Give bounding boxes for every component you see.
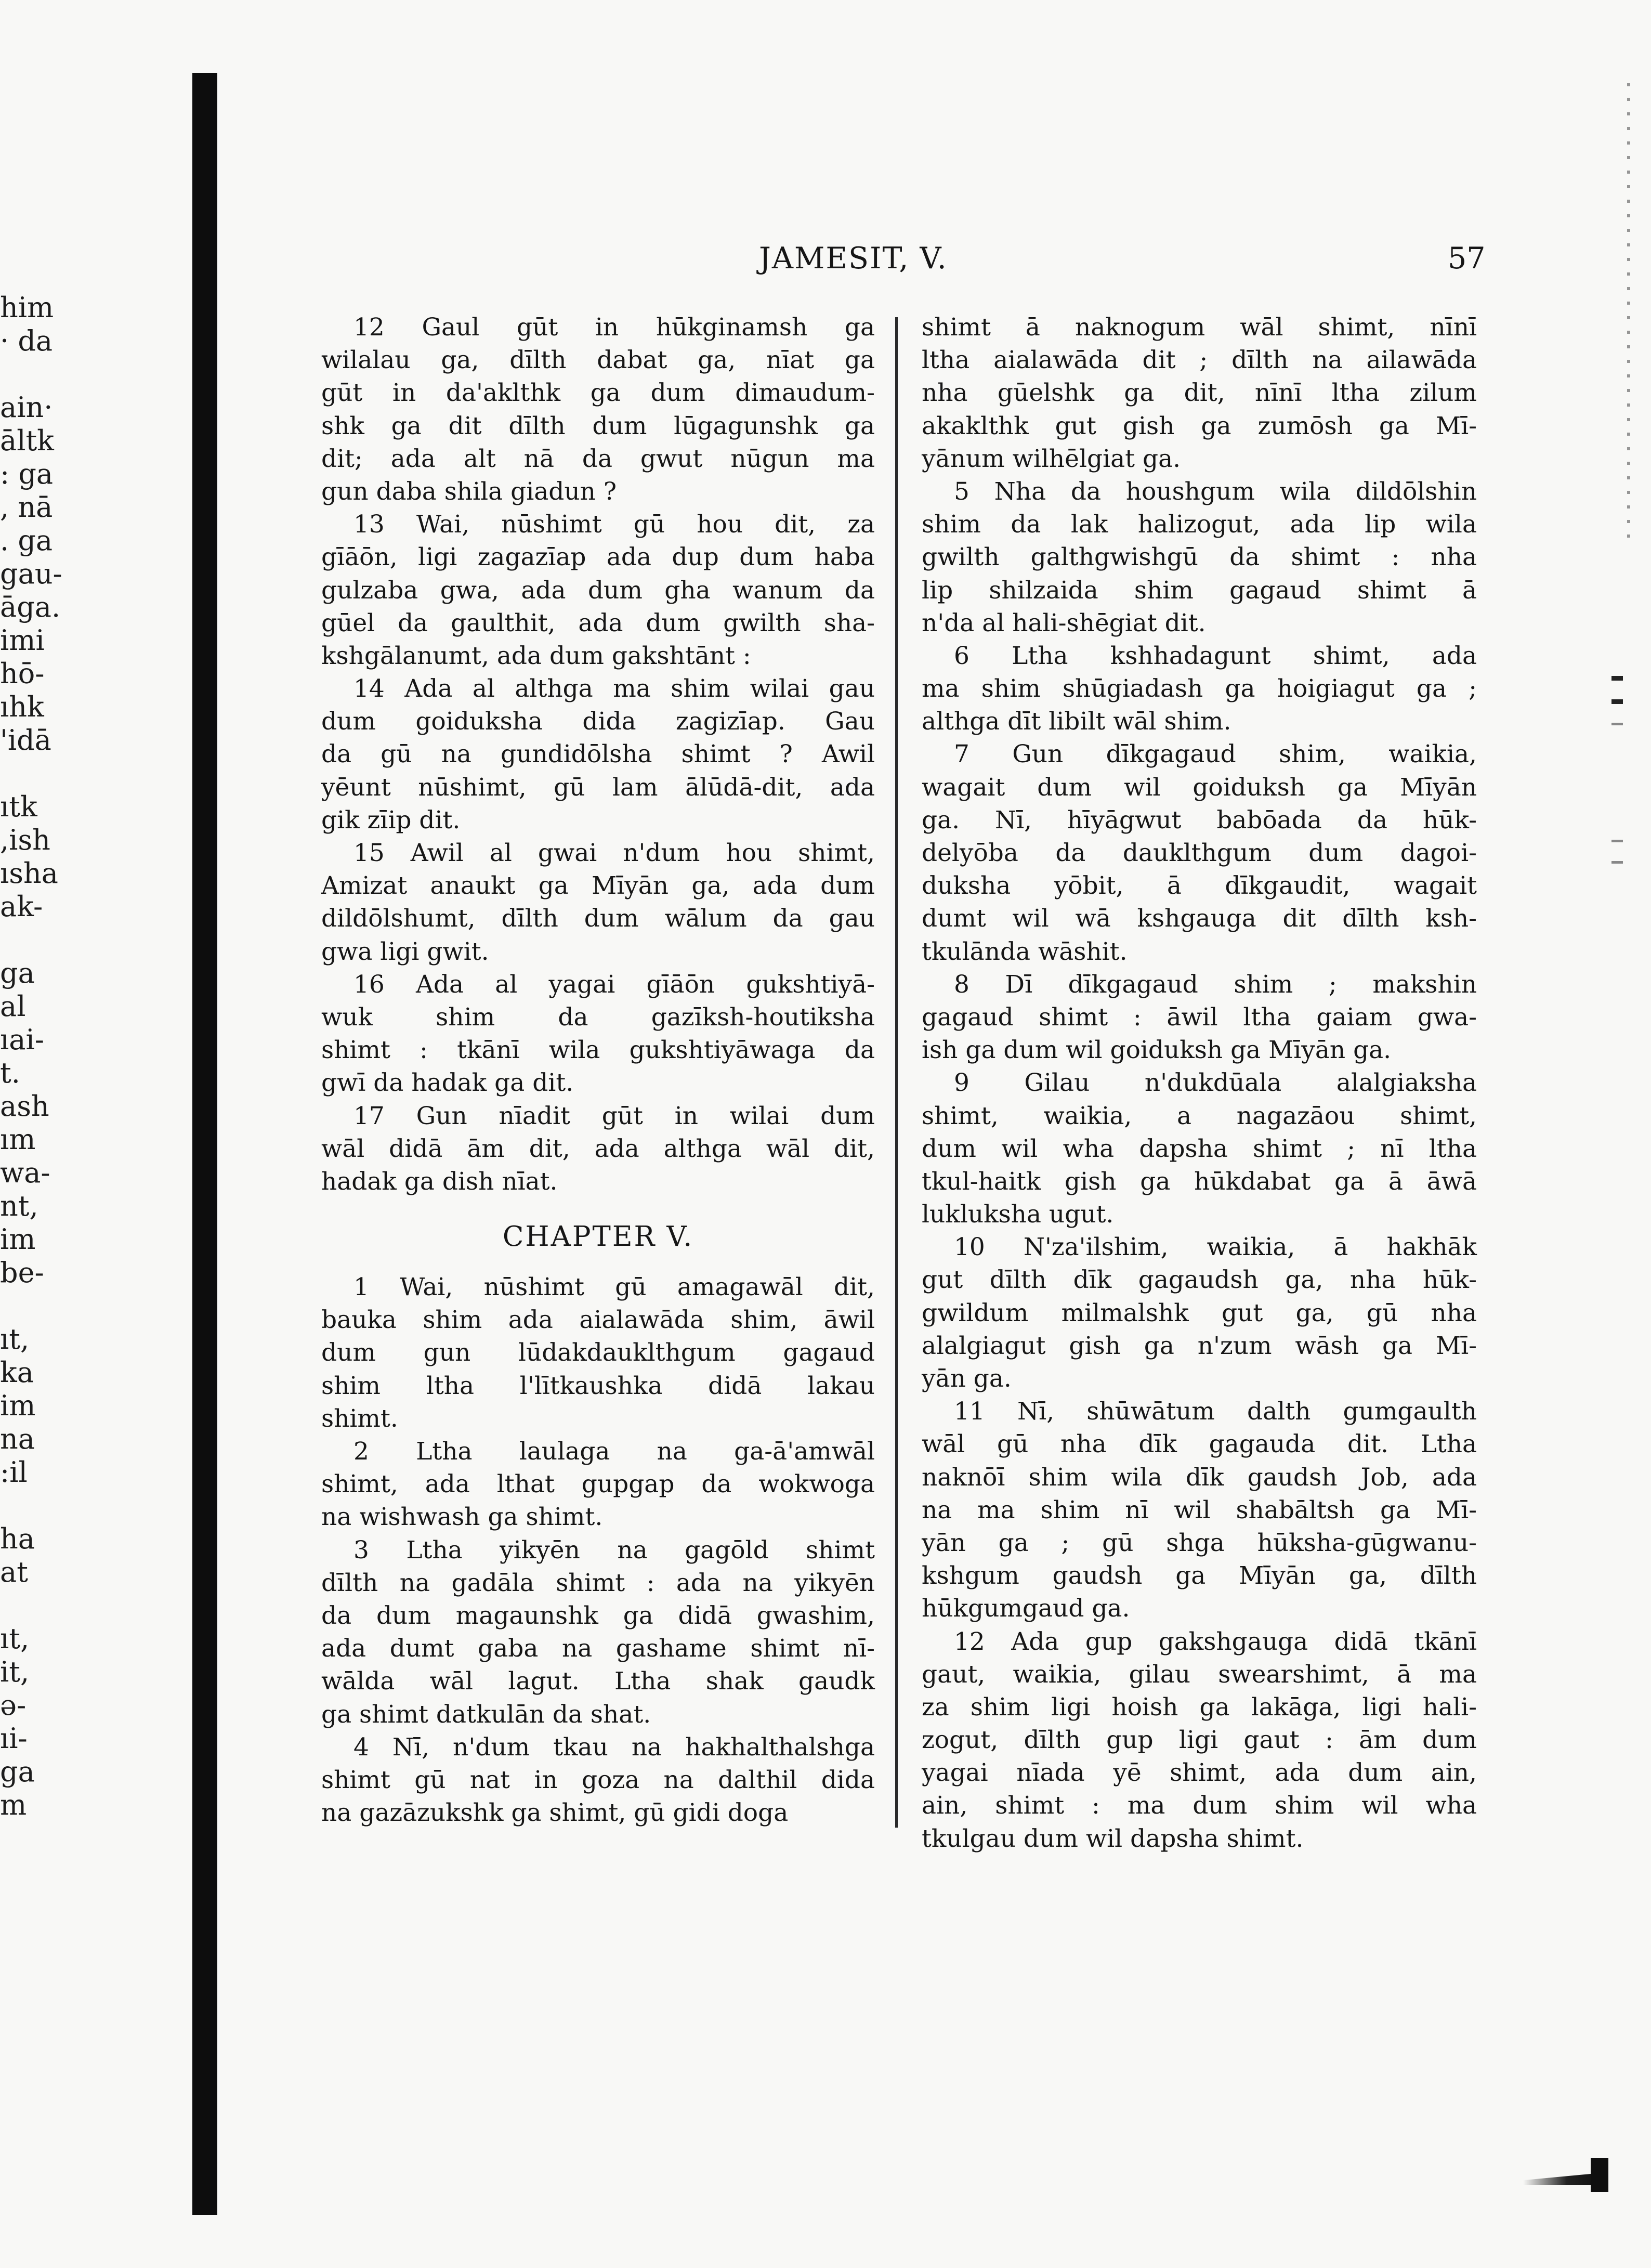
text-line: gwī da hadak ga dit. bbox=[321, 1068, 574, 1098]
text-line: 9 Gilau n'dukdūala alalgiaksha bbox=[954, 1068, 1477, 1098]
text-line: shim ltha l'lītkaushka didā lakau bbox=[321, 1371, 875, 1400]
gutter-fragment bbox=[0, 1589, 125, 1622]
text-line: 3 Ltha yikyēn na gagōld shimt bbox=[353, 1535, 875, 1565]
text-line: ada dumt gaba na gashame shimt nī- bbox=[321, 1634, 875, 1663]
text-line: nha gūelshk ga dit, nīnī ltha zilum bbox=[922, 379, 1477, 408]
gutter-fragment: ım bbox=[0, 1123, 36, 1156]
gutter-fragment bbox=[0, 923, 125, 957]
gutter-fragment: ıhk bbox=[0, 690, 44, 723]
running-title: JAMESIT, V. bbox=[759, 241, 948, 276]
gutter-fragment: na bbox=[0, 1423, 35, 1455]
text-line: shimt. bbox=[321, 1404, 398, 1433]
text-line: shk ga dit dīlth dum lūgagunshk ga bbox=[321, 411, 875, 440]
text-line: gik zīip dit. bbox=[321, 805, 461, 835]
text-line: na gazāzukshk ga shimt, gū gidi doga bbox=[321, 1798, 789, 1828]
right-text-column bbox=[922, 311, 1477, 1855]
gutter-fragment: be- bbox=[0, 1256, 44, 1289]
text-line: wāl gū nha dīk gagauda dit. Ltha bbox=[922, 1430, 1477, 1459]
text-line: kshgum gaudsh ga Mīyān ga, dīlth bbox=[922, 1561, 1477, 1591]
text-line: yānum wilhēlgiat ga. bbox=[922, 444, 1181, 473]
text-line: 15 Awil al gwai n'dum hou shimt, bbox=[353, 839, 875, 867]
text-line: wagait dum wil goiduksh ga Mīyān bbox=[922, 773, 1477, 802]
text-line: dum gun lūdakdauklthgum gagaud bbox=[321, 1338, 875, 1367]
text-line: ish ga dum wil goiduksh ga Mīyān ga. bbox=[922, 1036, 1392, 1065]
text-line: yān ga. bbox=[922, 1364, 1012, 1393]
text-line: 16 Ada al yagai gīāōn gukshtiyā- bbox=[353, 970, 875, 999]
margin-tick bbox=[1611, 861, 1623, 864]
text-line: yēunt nūshimt, gū lam ālūdā-dit, ada bbox=[321, 773, 875, 802]
gutter-fragment: ə- bbox=[0, 1689, 27, 1722]
text-line: gut dīlth dīk gagaudsh ga, nha hūk- bbox=[922, 1266, 1477, 1295]
text-line: gūel da gaulthit, ada dum gwilth sha- bbox=[321, 608, 875, 637]
text-line: gun daba shila giadun ? bbox=[321, 477, 617, 506]
gutter-fragment: ga bbox=[0, 957, 35, 989]
text-line: delyōba da dauklthgum dum dagoi- bbox=[922, 839, 1477, 867]
text-line: dīlth na gadāla shimt : ada na yikyēn bbox=[321, 1568, 875, 1597]
text-line: bauka shim ada aialawāda shim, āwil bbox=[321, 1306, 875, 1335]
text-line: althga dīt libilt wāl shim. bbox=[922, 707, 1231, 736]
text-line: gūt in da'aklthk ga dum dimaudum- bbox=[321, 379, 875, 408]
gutter-fragment: ash bbox=[0, 1090, 49, 1123]
text-line: wāl didā ām dit, ada althga wāl dit, bbox=[321, 1134, 875, 1163]
gutter-fragment: ıi- bbox=[0, 1722, 28, 1755]
gutter-fragment: āga. bbox=[0, 591, 61, 623]
gutter-fragment: it, bbox=[0, 1656, 30, 1688]
text-line: gulzaba gwa, ada dum gha wanum da bbox=[321, 576, 875, 605]
gutter-fragment: : ga bbox=[0, 458, 54, 490]
text-line: gaut, waikia, gilau swearshimt, ā ma bbox=[922, 1660, 1477, 1689]
margin-tick bbox=[1611, 699, 1623, 704]
gutter-fragment: ak- bbox=[0, 890, 43, 923]
gutter-fragment: . ga bbox=[0, 524, 53, 557]
text-line: n'da al hali-shēgiat dit. bbox=[922, 608, 1206, 637]
text-line: 11 Nī, shūwātum dalth gumgaulth bbox=[954, 1397, 1477, 1426]
gutter-fragment: m bbox=[0, 1789, 27, 1821]
gutter-fragment: ıtk bbox=[0, 790, 37, 823]
text-line: tkulgau dum wil dapsha shimt. bbox=[922, 1824, 1304, 1853]
text-line: 12 Ada gup gakshgauga didā tkānī bbox=[954, 1627, 1477, 1656]
page-number: 57 bbox=[1448, 241, 1486, 276]
text-line: da dum magaunshk ga didā gwashim, bbox=[321, 1601, 875, 1630]
text-line: shimt, waikia, a nagazāou shimt, bbox=[922, 1101, 1477, 1130]
gutter-fragment: nt, bbox=[0, 1190, 38, 1222]
gutter-fragment bbox=[0, 358, 125, 391]
gutter-fragment: him bbox=[0, 291, 54, 324]
text-line: dum goiduksha dida zagizīap. Gau bbox=[321, 707, 875, 736]
gutter-fragment: imi bbox=[0, 624, 45, 657]
text-line: gwildum milmalshk gut ga, gū nha bbox=[922, 1298, 1477, 1327]
gutter-fragment: āltk bbox=[0, 424, 54, 457]
chapter-heading: CHAPTER V. bbox=[502, 1221, 694, 1253]
text-line: ma shim shūgiadash ga hoigiagut ga ; bbox=[922, 674, 1477, 703]
text-line: 17 Gun nīadit gūt in wilai dum bbox=[353, 1101, 875, 1130]
gutter-fragment: t. bbox=[0, 1057, 20, 1089]
text-line: shimt ā naknogum wāl shimt, nīnī bbox=[922, 313, 1477, 342]
gutter-fragment: ,ish bbox=[0, 824, 50, 856]
text-line: da gū na gundidōlsha shimt ? Awil bbox=[321, 740, 875, 769]
gutter-fragment: :il bbox=[0, 1456, 28, 1489]
left-text-column bbox=[321, 311, 875, 1829]
text-line: duksha yōbit, ā dīkgaudit, wagait bbox=[922, 871, 1477, 901]
text-line: kshgālanumt, ada dum gakshtānt : bbox=[321, 641, 751, 670]
text-line: wuk shim da gazīksh-houtiksha bbox=[321, 1002, 875, 1032]
text-line: Amizat anaukt ga Mīyān ga, ada dum bbox=[321, 871, 875, 901]
text-line: ain, shimt : ma dum shim wil wha bbox=[922, 1791, 1477, 1820]
text-line: naknōī shim wila dīk gaudsh Job, ada bbox=[922, 1463, 1477, 1492]
gutter-fragment bbox=[0, 1489, 125, 1522]
text-line: za shim ligi hoish ga lakāga, ligi hali- bbox=[922, 1692, 1477, 1722]
text-line: ltha aialawāda dit ; dīlth na ailawāda bbox=[922, 346, 1477, 375]
text-line: lip shilzaida shim gagaud shimt ā bbox=[922, 576, 1477, 605]
text-line: 8 Dī dīkgagaud shim ; makshin bbox=[954, 970, 1477, 999]
gutter-fragment: gau- bbox=[0, 557, 62, 590]
text-line: 6 Ltha kshhadagunt shimt, ada bbox=[954, 641, 1477, 670]
text-line: gwa ligi gwit. bbox=[321, 937, 489, 966]
verses-before-chapter bbox=[321, 311, 875, 1198]
gutter-fragment: ısha bbox=[0, 857, 58, 890]
gutter-fragment: al bbox=[0, 990, 26, 1023]
text-line: 5 Nha da houshgum wila dildōlshin bbox=[954, 477, 1477, 506]
text-line: shimt gū nat in goza na dalthil dida bbox=[321, 1765, 875, 1794]
text-line: akaklthk gut gish ga zumōsh ga Mī- bbox=[922, 411, 1477, 440]
gutter-fragment: im bbox=[0, 1223, 36, 1256]
gutter-fragment bbox=[0, 1289, 125, 1323]
page-edge-marks bbox=[1627, 83, 1630, 541]
text-line: dum wil wha dapsha shimt ; nī ltha bbox=[922, 1134, 1477, 1163]
gutter-fragment bbox=[0, 757, 125, 790]
text-line: wālda wāl lagut. Ltha shak gaudk bbox=[321, 1667, 875, 1696]
text-line: shimt : tkānī wila gukshtiyāwaga da bbox=[321, 1036, 875, 1065]
text-line: shim da lak halizogut, ada lip wila bbox=[922, 510, 1477, 539]
text-line: na wishwash ga shimt. bbox=[321, 1503, 603, 1532]
gutter-fragment: at bbox=[0, 1556, 28, 1588]
text-line: zogut, dīlth gup ligi gaut : ām dum bbox=[922, 1726, 1477, 1755]
text-line: ga. Nī, hīyāgwut babōada da hūk- bbox=[922, 805, 1477, 835]
text-line: tkulānda wāshit. bbox=[922, 937, 1128, 966]
verses-after-chapter bbox=[321, 1271, 875, 1829]
text-line: ga shimt datkulān da shat. bbox=[321, 1700, 651, 1729]
text-line: yagai nīada yē shimt, ada dum ain, bbox=[922, 1758, 1477, 1788]
gutter-fragment: wa- bbox=[0, 1156, 50, 1189]
text-line: gagaud shimt : āwil ltha gaiam gwa- bbox=[922, 1002, 1477, 1032]
text-line: yān ga ; gū shga hūksha-gūgwanu- bbox=[922, 1528, 1477, 1557]
facing-page-fragments bbox=[0, 291, 125, 1955]
text-line: 14 Ada al althga ma shim wilai gau bbox=[353, 674, 875, 703]
text-line: 13 Wai, nūshimt gū hou dit, za bbox=[353, 510, 875, 539]
corner-ink-mark bbox=[1523, 2173, 1596, 2185]
gutter-fragment: ka bbox=[0, 1356, 34, 1389]
text-line: gīāōn, ligi zagazīap ada dup dum haba bbox=[321, 543, 875, 572]
gutter-fragment: · da bbox=[0, 324, 53, 357]
column-divider bbox=[895, 317, 898, 1828]
gutter-fragment: ıt, bbox=[0, 1622, 30, 1655]
gutter-fragment: , nā bbox=[0, 491, 53, 524]
gutter-fragment: hō- bbox=[0, 657, 45, 690]
text-line: 7 Gun dīkgagaud shim, waikia, bbox=[954, 740, 1477, 769]
gutter-fragment: ain· bbox=[0, 391, 53, 424]
book-spine-shadow bbox=[192, 73, 217, 2215]
text-line: dildōlshumt, dīlth dum wālum da gau bbox=[321, 904, 875, 933]
text-line: lukluksha ugut. bbox=[922, 1200, 1114, 1229]
text-line: 2 Ltha laulaga na ga-ā'amwāl bbox=[353, 1437, 875, 1466]
gutter-fragment: ha bbox=[0, 1522, 35, 1555]
text-line: wilalau ga, dīlth dabat ga, nīat ga bbox=[321, 346, 875, 375]
text-line: dumt wil wā kshgauga dit dīlth ksh- bbox=[922, 904, 1477, 933]
gutter-fragment: ıai- bbox=[0, 1023, 44, 1056]
gutter-fragment: 'idā bbox=[0, 724, 51, 757]
text-line: alalgiagut gish ga n'zum wāsh ga Mī- bbox=[922, 1331, 1477, 1360]
text-line: 12 Gaul gūt in hūkginamsh ga bbox=[353, 313, 875, 342]
text-line: 10 N'za'ilshim, waikia, ā hakhāk bbox=[954, 1233, 1477, 1262]
gutter-fragment: im bbox=[0, 1389, 36, 1422]
corner-ink-mark bbox=[1591, 2158, 1608, 2192]
margin-tick bbox=[1611, 723, 1623, 725]
text-line: shimt, ada lthat gupgap da wokwoga bbox=[321, 1470, 875, 1499]
margin-tick bbox=[1611, 676, 1623, 681]
text-line: dit; ada alt nā da gwut nūgun ma bbox=[321, 444, 875, 473]
text-line: 1 Wai, nūshimt gū amagawāl dit, bbox=[353, 1273, 875, 1302]
margin-tick-marks bbox=[1611, 676, 1627, 882]
margin-tick bbox=[1611, 840, 1623, 842]
text-line: hūkgumgaud ga. bbox=[922, 1594, 1130, 1623]
gutter-fragment: ıt, bbox=[0, 1323, 30, 1355]
text-line: 4 Nī, n'dum tkau na hakhalthalshga bbox=[353, 1732, 875, 1762]
gutter-fragment: ga bbox=[0, 1755, 35, 1788]
text-line: na ma shim nī wil shabāltsh ga Mī- bbox=[922, 1495, 1477, 1524]
text-line: tkul-haitk gish ga hūkdabat ga ā āwā bbox=[922, 1167, 1477, 1196]
text-line: hadak ga dish nīat. bbox=[321, 1167, 558, 1196]
text-line: gwilth galthgwishgū da shimt : nha bbox=[922, 543, 1477, 572]
